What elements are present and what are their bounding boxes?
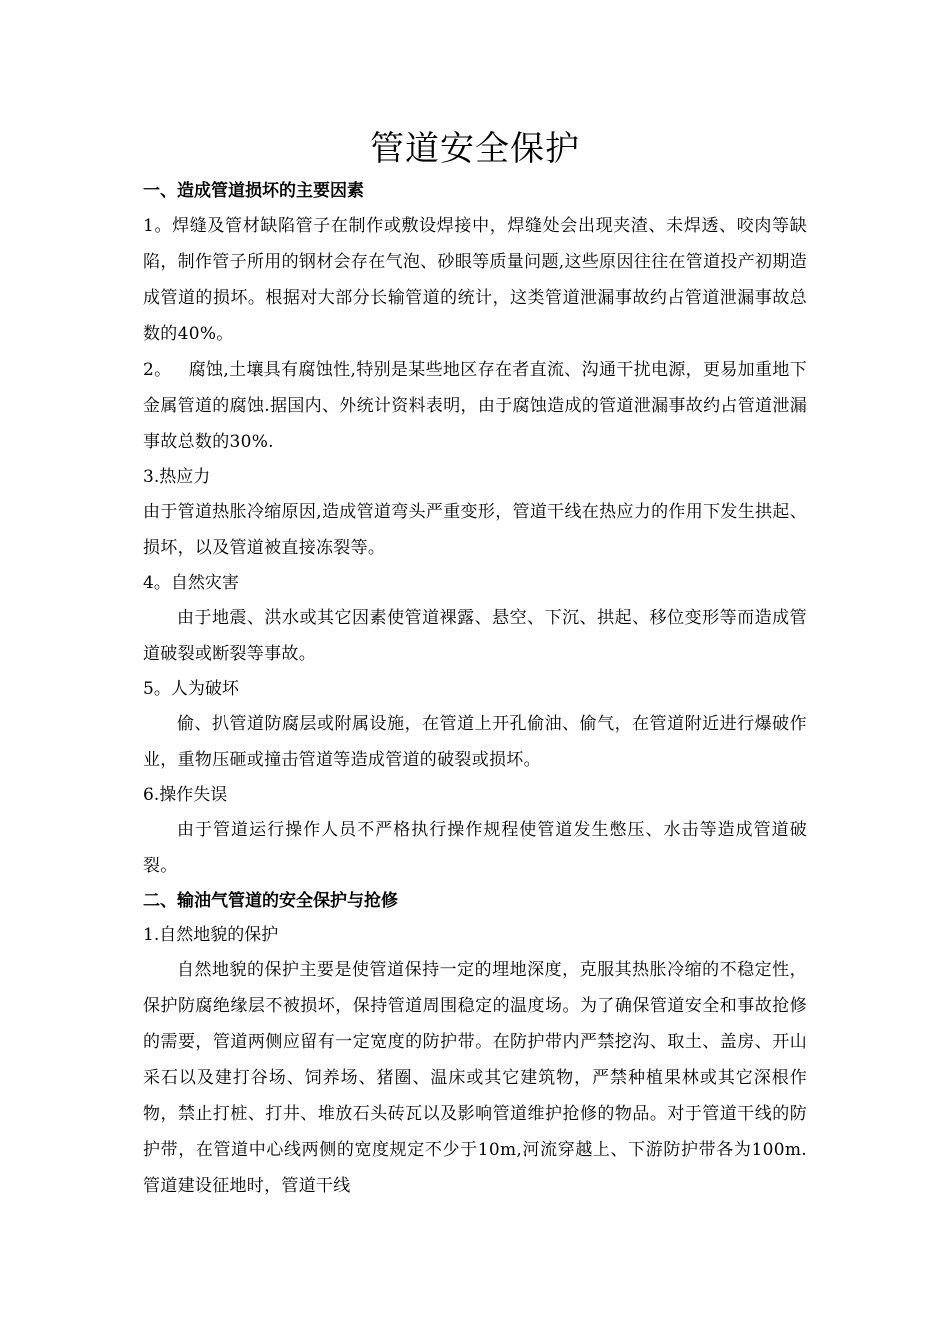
paragraph-weld-defects: 1。焊缝及管材缺陷管子在制作或敷设焊接中，焊缝处会出现夹渣、未焊透、咬肉等缺陷，制作管子所用的钢材会存在气泡、砂眼等质量问题,这些原因往往在管道投产初期造成管道的损坏。根据对大部分长输管道的统计，这类管道泄漏事故约占管道泄漏事故总数的40%。: [143, 216, 807, 344]
paragraph-landform-protection: 自然地貌的保护主要是使管道保持一定的埋地深度，克服其热胀冷缩的不稳定性，保护防腐绝缘层不被损坏，保持管道周围稳定的温度场。为了确保管道安全和事故抢修的需要，管道两侧应留有一定宽度的防护带。在防护带内严禁挖沟、取土、盖房、开山采石以及建打谷场、饲养场、猪圈、温床或其它建筑物，严禁种植果林或其它深根作物，禁止打桩、打井、堆放石头砖瓦以及影响管道维护抢修的物品。对于管道干线的防护带，在管道中心线两侧的宽度规定不少于10m,河流穿越上、下游防护带各为100m.管道建设征地时，管道干线: [143, 960, 807, 1196]
page-title: 管道安全保护: [370, 129, 580, 169]
paragraph-natural-disaster: 由于地震、洪水或其它因素使管道裸露、悬空、下沉、拱起、移位变形等而造成管道破裂或断裂等事故。: [143, 608, 807, 664]
document-body: [143, 124, 807, 1204]
label-operation-error: 6.操作失误: [143, 785, 228, 805]
label-landform-protection: 1.自然地貌的保护: [143, 925, 279, 945]
paragraph-thermal-stress: 由于管道热胀冷缩原因,造成管道弯头严重变形，管道干线在热应力的作用下发生拱起、损坏，以及管道被直接冻裂等。: [143, 502, 807, 558]
label-human-damage: 5。人为破坏: [143, 679, 239, 699]
label-thermal-stress: 3.热应力: [143, 467, 211, 487]
section-1-heading: 一、造成管道损坏的主要因素: [143, 181, 364, 201]
section-2-heading: 二、输油气管道的安全保护与抢修: [143, 891, 398, 911]
paragraph-human-damage: 偷、扒管道防腐层或附属设施，在管道上开孔偷油、偷气，在管道附近进行爆破作业，重物压砸或撞击管道等造成管道的破裂或损坏。: [143, 714, 807, 770]
paragraph-corrosion: 2。 腐蚀,土壤具有腐蚀性,特别是某些地区存在者直流、沟通干扰电源，更易加重地下金属管道的腐蚀.据国内、外统计资料表明，由于腐蚀造成的管道泄漏事故约占管道泄漏事故总数的30%.: [143, 360, 807, 452]
paragraph-operation-error: 由于管道运行操作人员不严格执行操作规程使管道发生憋压、水击等造成管道破裂。: [143, 820, 807, 876]
label-natural-disaster: 4。自然灾害: [143, 573, 239, 593]
